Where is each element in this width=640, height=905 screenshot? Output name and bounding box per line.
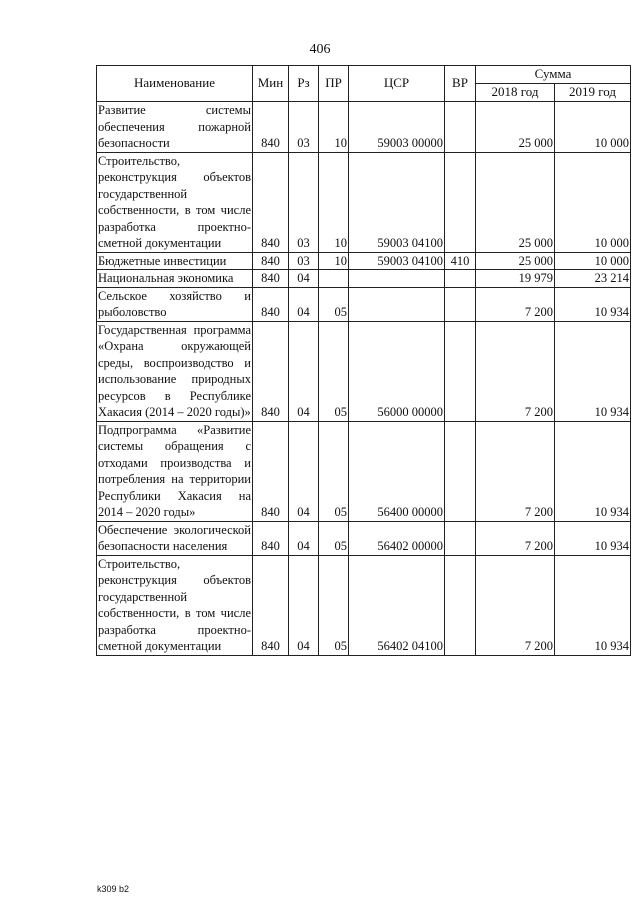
table-row xyxy=(97,152,631,252)
cell-csr: 59003 04100 xyxy=(349,252,445,270)
cell-csr: 59003 04100 xyxy=(349,152,445,252)
cell-2019: 10 934 xyxy=(555,521,631,555)
cell-pr: 10 xyxy=(319,252,349,270)
cell-min: 840 xyxy=(253,555,289,655)
table-row xyxy=(97,321,631,421)
cell-2019: 10 000 xyxy=(555,252,631,270)
cell-min: 840 xyxy=(253,270,289,288)
cell-2019: 10 000 xyxy=(555,102,631,153)
cell-2019: 10 934 xyxy=(555,555,631,655)
cell-2018: 25 000 xyxy=(476,102,555,153)
cell-rz: 04 xyxy=(289,287,319,321)
cell-name: Бюджетные инвестиции xyxy=(97,252,253,270)
header-year-2019: 2019 год xyxy=(555,84,631,102)
table-row xyxy=(97,252,631,270)
table-row xyxy=(97,270,631,288)
cell-name: Строительство, реконструкция объектов государственной собственности, в том числе разработка проектно-сметной документации xyxy=(98,153,251,250)
cell-pr: 05 xyxy=(319,521,349,555)
cell-2018: 7 200 xyxy=(476,555,555,655)
header-vr: ВР xyxy=(445,66,476,102)
cell-rz: 04 xyxy=(289,421,319,521)
header-min: Мин xyxy=(253,66,289,102)
cell-vr xyxy=(445,102,476,153)
cell-csr: 56402 04100 xyxy=(349,555,445,655)
cell-min: 840 xyxy=(253,287,289,321)
cell-vr xyxy=(445,152,476,252)
cell-2019: 10 934 xyxy=(555,421,631,521)
page-number: 406 xyxy=(309,42,331,57)
cell-pr: 05 xyxy=(319,555,349,655)
cell-name: Сельское хозяйство и рыболовство xyxy=(98,288,251,319)
cell-csr: 59003 00000 xyxy=(349,102,445,153)
table-row xyxy=(97,555,631,655)
header-rz: Рз xyxy=(289,66,319,102)
cell-min: 840 xyxy=(253,252,289,270)
cell-min: 840 xyxy=(253,521,289,555)
cell-2019: 10 000 xyxy=(555,152,631,252)
table-body xyxy=(97,102,631,656)
cell-vr xyxy=(445,287,476,321)
cell-pr: 10 xyxy=(319,152,349,252)
cell-rz: 03 xyxy=(289,152,319,252)
cell-rz: 04 xyxy=(289,270,319,288)
table-row xyxy=(97,287,631,321)
cell-rz: 04 xyxy=(289,321,319,421)
cell-csr: 56400 00000 xyxy=(349,421,445,521)
cell-name: Государственная программа «Охрана окружающей среды, воспроизводство и использование природных ресурсов в Республике Хакасия (2014 – 2020 годы)» xyxy=(98,322,251,419)
cell-2018: 25 000 xyxy=(476,152,555,252)
footer-code: k309 b2 xyxy=(97,884,130,894)
header-sum: Сумма xyxy=(476,66,631,84)
cell-2018: 7 200 xyxy=(476,421,555,521)
cell-pr: 05 xyxy=(319,287,349,321)
cell-2018: 7 200 xyxy=(476,287,555,321)
cell-vr xyxy=(445,421,476,521)
cell-csr xyxy=(349,287,445,321)
cell-pr: 05 xyxy=(319,321,349,421)
cell-vr xyxy=(445,270,476,288)
cell-csr: 56402 00000 xyxy=(349,521,445,555)
table-header xyxy=(97,66,631,102)
cell-2018: 7 200 xyxy=(476,321,555,421)
cell-rz: 03 xyxy=(289,102,319,153)
cell-2018: 7 200 xyxy=(476,521,555,555)
cell-name: Подпрограмма «Развитие системы обращения с отходами производства и потребления на территории Республики Хакасия на 2014 – 2020 годы» xyxy=(98,422,251,519)
cell-vr xyxy=(445,521,476,555)
cell-vr xyxy=(445,555,476,655)
header-pr: ПР xyxy=(319,66,349,102)
cell-vr xyxy=(445,321,476,421)
cell-vr: 410 xyxy=(445,252,476,270)
cell-2018: 25 000 xyxy=(476,252,555,270)
cell-2019: 10 934 xyxy=(555,287,631,321)
header-name: Наименование xyxy=(97,66,253,102)
cell-name: Национальная экономика xyxy=(97,270,253,288)
header-csr: ЦСР xyxy=(349,66,445,102)
table-row xyxy=(97,102,631,153)
cell-rz: 03 xyxy=(289,252,319,270)
cell-name: Строительство, реконструкция объектов государственной собственности, в том числе разработка проектно-сметной документации xyxy=(98,556,251,653)
table-row xyxy=(97,521,631,555)
cell-name: Развитие системы обеспечения пожарной безопасности xyxy=(98,103,251,150)
cell-2018: 19 979 xyxy=(476,270,555,288)
cell-pr: 10 xyxy=(319,102,349,153)
cell-min: 840 xyxy=(253,102,289,153)
cell-min: 840 xyxy=(253,152,289,252)
cell-min: 840 xyxy=(253,421,289,521)
cell-rz: 04 xyxy=(289,555,319,655)
table-row xyxy=(97,421,631,521)
budget-table xyxy=(96,65,631,656)
cell-csr xyxy=(349,270,445,288)
cell-2019: 23 214 xyxy=(555,270,631,288)
cell-min: 840 xyxy=(253,321,289,421)
header-year-2018: 2018 год xyxy=(476,84,555,102)
cell-pr xyxy=(319,270,349,288)
cell-name: Обеспечение экологической безопасности населения xyxy=(98,522,251,553)
cell-2019: 10 934 xyxy=(555,321,631,421)
cell-csr: 56000 00000 xyxy=(349,321,445,421)
cell-pr: 05 xyxy=(319,421,349,521)
cell-rz: 04 xyxy=(289,521,319,555)
